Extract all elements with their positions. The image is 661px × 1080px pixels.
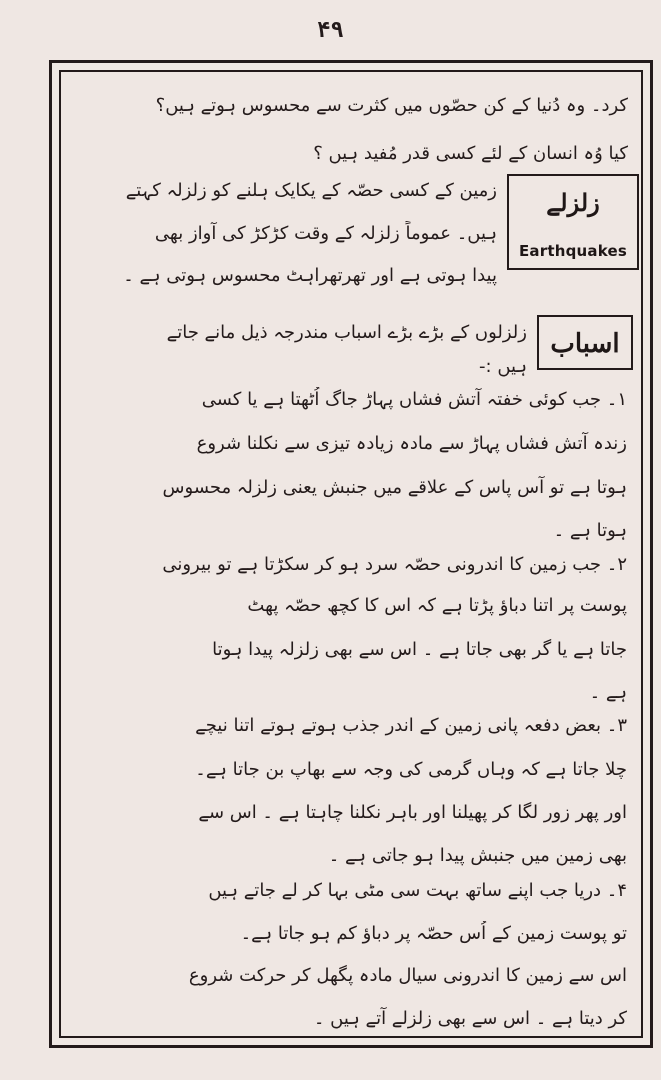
earthquakes-box [507, 174, 639, 270]
causes-intro-line-1: زلزلوں کے بڑے بڑے اسباب مندرجہ ذیل مانے جاتے [166, 322, 527, 343]
cause-item-4-line-2: تو پوست زمین کے اُس حصّہ پر دباؤ کم ہو جاتا ہے۔ [240, 923, 627, 944]
causes-heading: اسباب [550, 329, 620, 359]
cause-item-4-line-4: کر دیتا ہے ۔ اس سے بھی زلزلے آتے ہیں ۔ [313, 1008, 627, 1029]
cause-item-1-line-4: ہوتا ہے ۔ [553, 520, 627, 541]
cause-item-3-line-3: اور پھر زور لگا کر پھیلنا اور باہر نکلنا چاہتا ہے ۔ اس سے [198, 802, 627, 823]
outer-frame [49, 60, 653, 1048]
intro-line-1: کرد۔ وہ دُنیا کے کن حصّوں میں کثرت سے محسوس ہوتے ہیں؟ [155, 95, 628, 116]
causes-box [537, 315, 633, 370]
cause-item-1-line-1: ۱۔ جب کوئی خفتہ آتش فشاں پہاڑ جاگ اُٹھتا ہے یا کسی [201, 389, 627, 410]
cause-item-4-line-1: ۴۔ دریا جب اپنے ساتھ بہت سی مٹی بہا کر لے جاتے ہیں [208, 880, 627, 901]
intro-line-2: کیا وُہ انسان کے لئے کسی قدر مُفید ہیں ؟ [313, 143, 628, 164]
cause-item-4-line-3: اس سے زمین کا اندرونی سیال مادہ پگھل کر حرکت شروع [188, 965, 627, 986]
earthquakes-line-1: زمین کے کسی حصّہ کے یکایک ہلنے کو زلزلہ کہتے [125, 180, 497, 201]
earthquakes-subtitle: Earthquakes [518, 242, 628, 260]
cause-item-3-line-4: بھی زمین میں جنبش پیدا ہو جاتی ہے ۔ [328, 845, 627, 866]
earthquakes-line-2: ہیں۔ عموماً زلزلہ کے وقت کڑکڑ کی آواز بھی [154, 223, 497, 244]
cause-item-2-line-1: ۲۔ جب زمین کا اندرونی حصّہ سرد ہو کر سکڑتا ہے تو بیرونی [162, 554, 627, 575]
cause-item-3-line-1: ۳۔ بعض دفعہ پانی زمین کے اندر جذب ہوتے ہوتے اتنا نیچے [195, 715, 627, 736]
cause-item-2-line-4: ہے ۔ [589, 682, 627, 703]
earthquakes-heading: زلزلے [546, 188, 600, 217]
earthquakes-line-3: پیدا ہوتی ہے اور تھرتھراہٹ محسوس ہوتی ہے ۔ [123, 265, 497, 286]
cause-item-3-line-2: چلا جاتا ہے کہ وہاں گرمی کی وجہ سے بھاپ بن جاتا ہے۔ [195, 759, 627, 780]
cause-item-1-line-3: ہوتا ہے تو آس پاس کے علاقے میں جنبش یعنی زلزلہ محسوس [162, 477, 627, 498]
cause-item-2-line-2: پوست پر اتنا دباؤ پڑتا ہے کہ اس کا کچھ حصّہ پھٹ [247, 595, 627, 616]
cause-item-2-line-3: جاتا ہے یا گر بھی جاتا ہے ۔ اس سے بھی زلزلہ پیدا ہوتا [212, 639, 627, 660]
cause-item-1-line-2: زندہ آتش فشاں پہاڑ سے مادہ زیادہ تیزی سے نکلنا شروع [196, 433, 627, 454]
causes-intro-line-2: ہیں :- [479, 356, 527, 377]
page-number: ۴۹ [317, 18, 344, 43]
